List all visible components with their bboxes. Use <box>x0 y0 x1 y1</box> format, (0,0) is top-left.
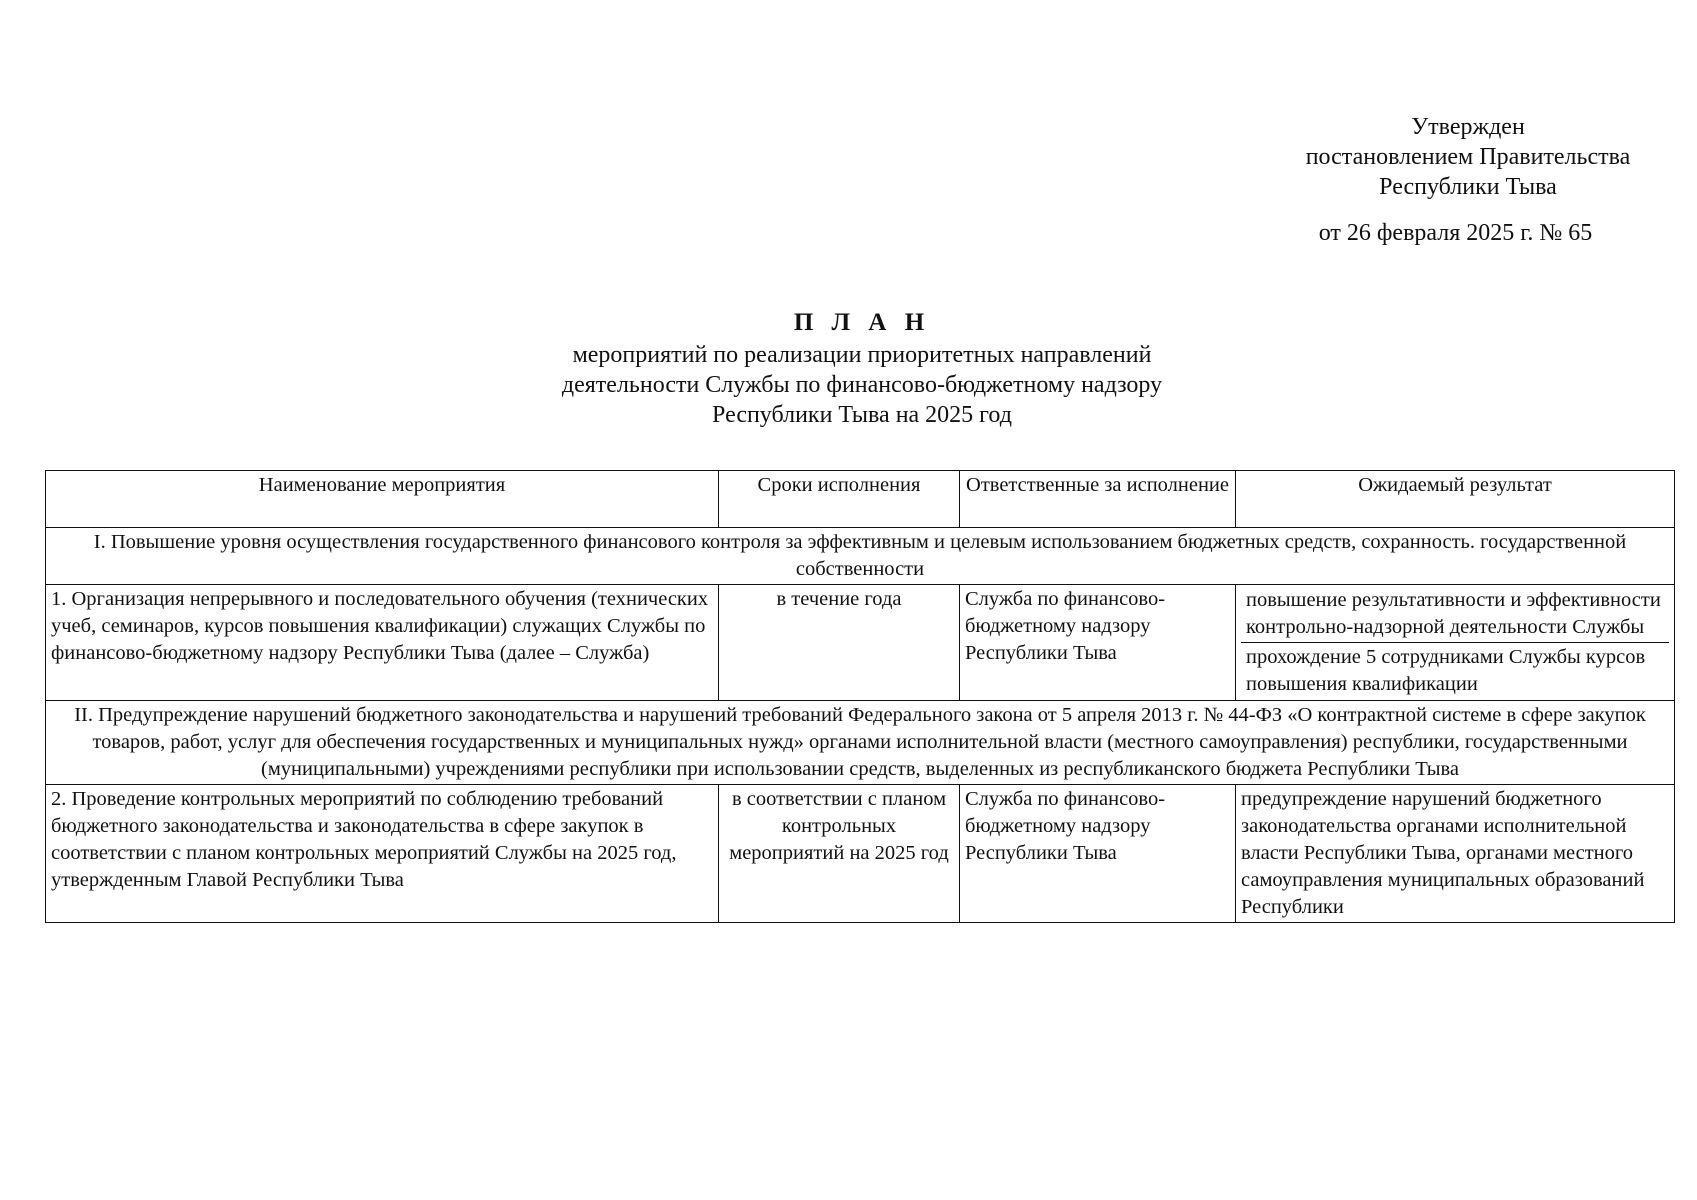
section-row-1 <box>46 528 1675 585</box>
title-line-1: мероприятий по реализации приоритетных направлений <box>572 342 1152 368</box>
row-2-term: в соответствии с планом контрольных мероприятий на 2025 год <box>719 785 960 923</box>
approval-date: от 26 февраля 2025 г. № 65 <box>1318 220 1593 246</box>
row-1-results <box>1236 585 1675 701</box>
table-row <box>46 785 1675 923</box>
table-header-row <box>46 471 1675 528</box>
approval-line-3: Республики Тыва <box>1379 174 1557 200</box>
section-row-2 <box>46 701 1675 785</box>
row-1-name: 1. Организация непрерывного и последовательного обучения (технических учеб, семинаров, курсов повышения квалификации) служащих Службы по финансово-бюджетному надзору Республики Тыва (далее – Служба) <box>46 585 719 701</box>
row-1-responsible: Служба по финансово-бюджетному надзору Республики Тыва <box>960 585 1236 701</box>
row-2-result: предупреждение нарушений бюджетного законодательства органами исполнительной власти Республики Тыва, органами местного самоуправления муниципальных образований Республики <box>1236 785 1675 923</box>
section-2-title: II. Предупреждение нарушений бюджетного законодательства и нарушений требований Федерального закона от 5 апреля 2013 г. № 44-ФЗ «О контрактной системе в сфере закупок товаров, работ, услуг для обеспечения государственных и муниципальных нужд» органами исполнительной власти (местного самоуправления) республики, государственными (муниципальными) учреждениями республики при использовании средств, выделенных из республиканского бюджета Республики Тыва <box>46 701 1675 785</box>
plan-table <box>45 470 1675 923</box>
header-deadline: Сроки исполнения <box>719 471 960 528</box>
table-row <box>46 585 1675 701</box>
row-1-result-1: повышение результативности и эффективности контрольно-надзорной деятельности Службы <box>1246 589 1661 638</box>
document-title <box>0 308 1697 430</box>
section-1-title: I. Повышение уровня осуществления государственного финансового контроля за эффективным и целевым использованием бюджетных средств, сохранность. государственной собственности <box>46 528 1675 585</box>
header-expected-result: Ожидаемый результат <box>1236 471 1675 528</box>
title-line-2: деятельности Службы по финансово-бюджетному надзору <box>561 372 1163 398</box>
plan-heading: П Л А Н <box>793 309 931 336</box>
row-1-result-2: прохождение 5 сотрудниками Службы курсов повышения квалификации <box>1241 642 1669 699</box>
header-event-name: Наименование мероприятия <box>46 471 719 528</box>
approval-line-2: постановлением Правительства <box>1305 144 1631 170</box>
approval-stamp <box>1268 112 1668 248</box>
approval-line-1: Утвержден <box>1411 114 1525 140</box>
title-line-3: Республики Тыва на 2025 год <box>712 402 1012 428</box>
header-responsible: Ответственные за исполнение <box>960 471 1236 528</box>
row-2-responsible: Служба по финансово-бюджетному надзору Республики Тыва <box>960 785 1236 923</box>
row-2-name: 2. Проведение контрольных мероприятий по соблюдению требований бюджетного законодательства и законодательства в сфере закупок в соответствии с планом контрольных мероприятий Службы на 2025 год, утвержденным Главой Республики Тыва <box>46 785 719 923</box>
row-1-term: в течение года <box>719 585 960 701</box>
